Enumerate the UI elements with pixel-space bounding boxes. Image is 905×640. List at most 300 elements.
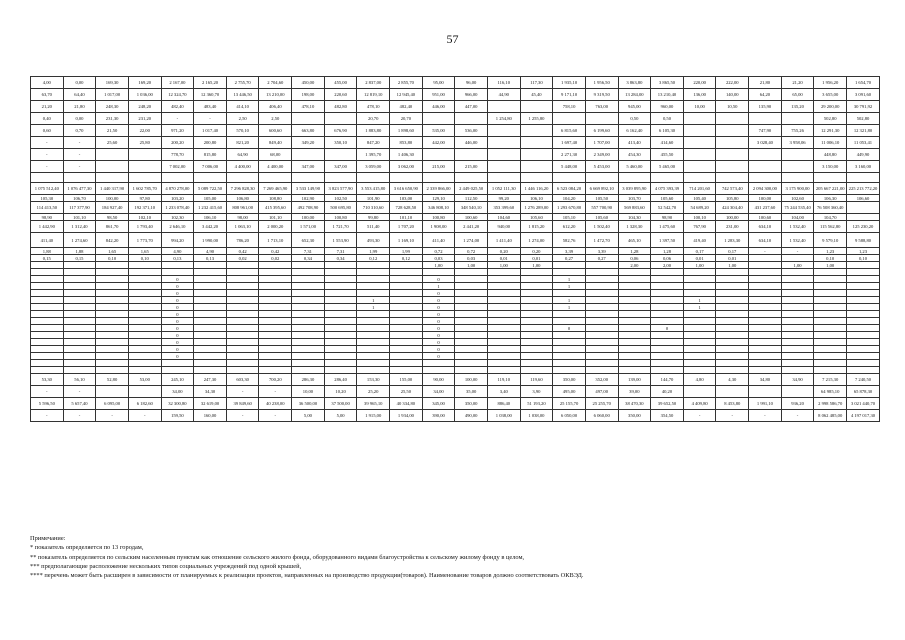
table-cell <box>390 173 423 183</box>
table-cell: 105,30 <box>31 195 64 202</box>
table-cell <box>618 332 651 339</box>
table-cell: 13 446,50 <box>226 89 259 101</box>
table-cell: 0 <box>161 346 194 353</box>
table-cell: 4,90 <box>161 248 194 255</box>
table-cell <box>487 283 520 290</box>
table-cell: 0 <box>161 276 194 283</box>
table-cell: 1,00 <box>520 262 553 269</box>
table-cell: 0,50 <box>651 113 684 125</box>
table-cell <box>390 276 423 283</box>
table-cell: 350,10 <box>324 137 357 149</box>
table-cell <box>618 353 651 360</box>
table-cell <box>683 125 716 137</box>
table-cell: 886,40 <box>487 398 520 410</box>
table-cell <box>63 269 96 276</box>
table-cell <box>847 318 880 325</box>
table-cell <box>63 297 96 304</box>
table-cell: 231,20 <box>128 113 161 125</box>
table-cell <box>487 149 520 161</box>
table-cell: 758,10 <box>553 101 586 113</box>
table-cell: 414,10 <box>226 101 259 113</box>
table-cell: 11 006,10 <box>814 137 847 149</box>
data-table-body <box>31 77 880 422</box>
table-cell <box>847 262 880 269</box>
table-cell: 39 849,60 <box>226 398 259 410</box>
table-cell <box>781 304 814 311</box>
table-cell <box>194 325 227 332</box>
table-cell <box>749 276 782 283</box>
table-cell <box>814 304 847 311</box>
table-cell <box>814 269 847 276</box>
table-cell <box>128 332 161 339</box>
table-cell <box>194 339 227 346</box>
table-cell: 2 167,00 <box>161 77 194 89</box>
table-cell: 1,00 <box>814 262 847 269</box>
table-cell <box>683 332 716 339</box>
table-cell: 1 169,10 <box>390 233 423 248</box>
table-row <box>31 195 880 202</box>
table-cell: 40,20 <box>651 386 684 398</box>
table-cell <box>128 311 161 318</box>
table-cell <box>651 353 684 360</box>
table-cell: 0 <box>161 353 194 360</box>
table-cell <box>683 318 716 325</box>
table-cell <box>618 318 651 325</box>
table-cell <box>63 311 96 318</box>
table-cell: 101,10 <box>259 214 292 221</box>
table-cell: 1,00 <box>455 262 488 269</box>
table-cell: 1 446 116,20 <box>520 183 553 195</box>
table-cell <box>716 386 749 398</box>
table-cell <box>520 161 553 173</box>
table-cell <box>226 276 259 283</box>
table-cell <box>585 297 618 304</box>
table-cell <box>357 276 390 283</box>
table-cell: 34,00 <box>161 386 194 398</box>
table-cell: 102,30 <box>161 214 194 221</box>
table-cell <box>585 290 618 297</box>
table-cell <box>96 269 129 276</box>
table-cell <box>31 360 64 367</box>
table-cell <box>357 360 390 367</box>
table-cell: 64,40 <box>63 89 96 101</box>
table-cell: 1 017,40 <box>194 125 227 137</box>
table-cell: 450,00 <box>292 77 325 89</box>
table-cell <box>585 173 618 183</box>
table-cell <box>292 149 325 161</box>
table-cell <box>161 360 194 367</box>
table-cell: 140,00 <box>716 89 749 101</box>
table-cell: 1,65 <box>96 248 129 255</box>
table-cell: 1 <box>422 283 455 290</box>
table-cell <box>716 113 749 125</box>
table-cell: 1 397,50 <box>651 233 684 248</box>
table-cell: 98,50 <box>96 214 129 221</box>
table-cell: 676,90 <box>324 125 357 137</box>
table-cell: 106,70 <box>63 195 96 202</box>
table-cell: 25 155,70 <box>553 398 586 410</box>
table-cell <box>553 262 586 269</box>
table-cell <box>781 283 814 290</box>
table-cell <box>161 173 194 183</box>
table-cell <box>259 332 292 339</box>
table-cell: 0,15 <box>31 255 64 262</box>
table-cell: 1 475,60 <box>651 221 684 233</box>
table-cell: 114 413,50 <box>31 202 64 214</box>
table-cell: 1 935,10 <box>553 77 586 89</box>
table-cell: 1 915,00 <box>357 410 390 422</box>
table-cell: 7 215,30 <box>814 374 847 386</box>
table-cell <box>683 113 716 125</box>
table-cell: 65,00 <box>781 89 814 101</box>
table-cell <box>390 311 423 318</box>
table-cell <box>161 367 194 374</box>
table-cell <box>585 339 618 346</box>
table-cell <box>585 346 618 353</box>
table-cell: - <box>63 410 96 422</box>
table-cell: 1 990,00 <box>194 233 227 248</box>
table-cell: 414,60 <box>651 137 684 149</box>
table-row <box>31 346 880 353</box>
table-cell: 36 500,00 <box>292 398 325 410</box>
table-cell <box>128 346 161 353</box>
table-cell: 3 175 900,00 <box>781 183 814 195</box>
table-cell <box>749 346 782 353</box>
table-row <box>31 113 880 125</box>
table-cell <box>651 290 684 297</box>
table-cell: 1,00 <box>487 262 520 269</box>
table-cell: 25 255,70 <box>585 398 618 410</box>
table-cell: 25,80 <box>128 137 161 149</box>
table-cell <box>194 318 227 325</box>
table-cell <box>487 325 520 332</box>
table-cell: 634,10 <box>749 233 782 248</box>
table-cell <box>128 386 161 398</box>
table-row <box>31 360 880 367</box>
table-cell: 2 755,70 <box>226 77 259 89</box>
table-cell: 0,06 <box>618 255 651 262</box>
table-cell <box>847 214 880 221</box>
table-cell <box>96 318 129 325</box>
table-cell: 215,00 <box>422 161 455 173</box>
table-cell: 2,50 <box>226 113 259 125</box>
table-cell <box>781 297 814 304</box>
table-cell: 1 654,70 <box>847 77 880 89</box>
table-cell: 1 293 670,80 <box>553 202 586 214</box>
table-cell <box>749 367 782 374</box>
table-cell: 5,00 <box>324 410 357 422</box>
table-cell <box>259 304 292 311</box>
table-cell: 112,50 <box>455 195 488 202</box>
table-cell <box>324 173 357 183</box>
table-cell: 7,31 <box>324 248 357 255</box>
table-cell <box>651 311 684 318</box>
table-cell: 100,00 <box>716 214 749 221</box>
table-cell: 582,76 <box>553 233 586 248</box>
table-cell: - <box>63 137 96 149</box>
table-cell <box>814 276 847 283</box>
table-cell: 102,60 <box>781 195 814 202</box>
table-cell: 1 <box>683 304 716 311</box>
table-cell: 2 441,20 <box>455 221 488 233</box>
table-cell: 1 052 111,30 <box>487 183 520 195</box>
table-cell <box>847 173 880 183</box>
table-cell <box>847 360 880 367</box>
table-cell: 3 533 149,90 <box>292 183 325 195</box>
table-cell: - <box>31 161 64 173</box>
table-cell <box>324 325 357 332</box>
table-cell <box>128 297 161 304</box>
table-cell: 346 808,10 <box>422 202 455 214</box>
table-cell: 6 669 892,10 <box>585 183 618 195</box>
table-cell <box>390 339 423 346</box>
table-cell <box>847 276 880 283</box>
table-cell: 21,80 <box>63 101 96 113</box>
table-cell: 100,10 <box>683 214 716 221</box>
table-cell: 971,20 <box>161 125 194 137</box>
table-cell: - <box>63 149 96 161</box>
table-cell: 700,20 <box>259 374 292 386</box>
table-cell: 511,40 <box>357 221 390 233</box>
table-cell <box>128 304 161 311</box>
table-cell: 3 442,20 <box>194 221 227 233</box>
table-cell <box>455 297 488 304</box>
table-cell <box>781 360 814 367</box>
table-cell <box>781 367 814 374</box>
table-cell: 105,00 <box>194 195 227 202</box>
table-cell: 4,80 <box>683 374 716 386</box>
table-cell: 966,00 <box>455 89 488 101</box>
table-cell <box>520 290 553 297</box>
table-cell: 0 <box>422 325 455 332</box>
table-cell: 1 036,00 <box>128 89 161 101</box>
table-cell <box>455 353 488 360</box>
table-row <box>31 353 880 360</box>
table-cell <box>324 276 357 283</box>
table-cell <box>63 346 96 353</box>
table-cell: 352,00 <box>585 374 618 386</box>
table-cell <box>324 318 357 325</box>
table-cell: 0 <box>161 339 194 346</box>
table-cell <box>683 386 716 398</box>
table-cell <box>618 173 651 183</box>
table-cell: 45,40 <box>520 89 553 101</box>
table-cell: 29 200,00 <box>814 101 847 113</box>
table-cell: 1 274,00 <box>520 233 553 248</box>
table-cell <box>553 353 586 360</box>
table-cell <box>716 339 749 346</box>
table-cell: 0 <box>422 304 455 311</box>
table-cell: 4 075 393,39 <box>651 183 684 195</box>
table-cell <box>357 339 390 346</box>
table-cell <box>683 325 716 332</box>
table-cell: 0 <box>422 297 455 304</box>
table-cell <box>683 161 716 173</box>
table-cell: 415 395,60 <box>259 202 292 214</box>
table-cell <box>814 318 847 325</box>
table-cell <box>716 297 749 304</box>
table-cell <box>226 325 259 332</box>
table-cell: 0,42 <box>259 248 292 255</box>
table-cell: 536,00 <box>455 125 488 137</box>
table-cell: 1,99 <box>357 248 390 255</box>
table-cell <box>455 283 488 290</box>
table-cell <box>749 360 782 367</box>
table-cell: 0,17 <box>716 248 749 255</box>
table-cell: 32 619,00 <box>194 398 227 410</box>
table-cell: 101,90 <box>357 195 390 202</box>
table-cell: 10,50 <box>716 101 749 113</box>
footnote-2: ** показатель определяется по сельским населенным пунктам как отношение сельского жилого фонда, оборудованного видами благоустройства к сельскому жилому фонду в целом, <box>30 553 525 561</box>
table-cell: 231,30 <box>96 113 129 125</box>
table-cell <box>683 353 716 360</box>
table-cell: 8 453,80 <box>716 398 749 410</box>
table-cell: 25,20 <box>357 386 390 398</box>
table-cell <box>31 367 64 374</box>
table-cell: 200,80 <box>194 137 227 149</box>
table-cell: 198,00 <box>292 89 325 101</box>
table-cell: 222,00 <box>716 77 749 89</box>
table-cell <box>749 290 782 297</box>
table-cell <box>161 269 194 276</box>
table-cell: 1,28 <box>618 248 651 255</box>
table-cell <box>651 332 684 339</box>
table-cell: 482,80 <box>324 101 357 113</box>
footnotes-heading: Примечание: <box>30 535 66 542</box>
table-cell: 6 162,40 <box>618 125 651 137</box>
table-cell: 231,00 <box>716 221 749 233</box>
table-cell: 12 321,80 <box>847 125 880 137</box>
table-cell <box>455 304 488 311</box>
table-cell <box>226 346 259 353</box>
table-cell <box>226 283 259 290</box>
table-cell: 2 094 300,00 <box>749 183 782 195</box>
table-cell: - <box>781 410 814 422</box>
table-cell <box>781 318 814 325</box>
table-cell: 482,40 <box>390 101 423 113</box>
table-cell <box>683 360 716 367</box>
table-cell: 853,80 <box>390 137 423 149</box>
table-cell <box>520 276 553 283</box>
table-cell: - <box>226 386 259 398</box>
table-cell <box>455 149 488 161</box>
table-cell <box>63 283 96 290</box>
table-cell <box>847 290 880 297</box>
table-cell <box>96 149 129 161</box>
table-cell: 1,00 <box>422 262 455 269</box>
table-cell: 21,20 <box>31 101 64 113</box>
table-cell: 1 908,00 <box>422 221 455 233</box>
table-cell <box>63 325 96 332</box>
table-cell <box>324 332 357 339</box>
table-cell: 502,80 <box>847 113 880 125</box>
table-cell <box>161 262 194 269</box>
table-cell: 184 927,40 <box>96 202 129 214</box>
table-cell: - <box>259 386 292 398</box>
table-cell <box>31 311 64 318</box>
table-cell <box>63 360 96 367</box>
table-cell <box>553 346 586 353</box>
table-cell: 448,80 <box>814 149 847 161</box>
table-cell <box>455 269 488 276</box>
table-cell <box>814 360 847 367</box>
table-cell: 492 708,90 <box>292 202 325 214</box>
table-cell: 0 <box>422 332 455 339</box>
table-cell: 0 <box>161 290 194 297</box>
table-cell: 455,00 <box>324 77 357 89</box>
table-cell <box>749 332 782 339</box>
table-cell: 3 150,00 <box>814 161 847 173</box>
table-cell: 6 060,00 <box>585 410 618 422</box>
table-cell: 2 349,00 <box>585 149 618 161</box>
table-cell <box>585 318 618 325</box>
table-cell <box>63 318 96 325</box>
table-cell: 449,90 <box>847 149 880 161</box>
table-cell <box>128 276 161 283</box>
table-cell <box>585 283 618 290</box>
table-cell <box>520 125 553 137</box>
table-cell: 603,30 <box>226 374 259 386</box>
table-cell: 205 667 221,00 <box>814 183 847 195</box>
table-cell: 1 274,60 <box>63 233 96 248</box>
table-cell <box>324 339 357 346</box>
table-cell: 482,40 <box>161 101 194 113</box>
table-cell: 945,00 <box>618 101 651 113</box>
table-cell <box>520 346 553 353</box>
table-cell <box>324 269 357 276</box>
table-cell <box>520 353 553 360</box>
table-cell: 570,10 <box>226 125 259 137</box>
table-cell <box>651 360 684 367</box>
table-cell: 0,13 <box>194 255 227 262</box>
table-cell: 100,00 <box>96 195 129 202</box>
table-cell <box>390 290 423 297</box>
table-cell: 7 240,50 <box>847 374 880 386</box>
table-cell <box>422 360 455 367</box>
table-cell <box>585 353 618 360</box>
table-cell: 100,80 <box>422 214 455 221</box>
table-cell: 39 965,10 <box>357 398 390 410</box>
table-cell: - <box>716 410 749 422</box>
table-cell: 3 865,50 <box>651 77 684 89</box>
table-cell: 30 791,92 <box>847 101 880 113</box>
table-cell: 9 171,10 <box>553 89 586 101</box>
table-cell <box>194 332 227 339</box>
table-cell <box>31 353 64 360</box>
table-cell <box>63 367 96 374</box>
table-cell <box>618 269 651 276</box>
table-cell: 106,30 <box>814 195 847 202</box>
table-cell <box>96 276 129 283</box>
table-cell <box>194 304 227 311</box>
table-cell: 0,10 <box>814 255 847 262</box>
table-cell <box>749 311 782 318</box>
table-cell: 10,00 <box>683 101 716 113</box>
table-row <box>31 410 880 422</box>
table-cell <box>259 339 292 346</box>
table-cell <box>194 346 227 353</box>
table-cell <box>520 325 553 332</box>
table-cell <box>96 161 129 173</box>
table-cell: 4 400,00 <box>226 161 259 173</box>
table-cell <box>357 332 390 339</box>
table-cell: 2 855,70 <box>390 77 423 89</box>
table-cell: 99,80 <box>357 214 390 221</box>
table-cell: 1 721,70 <box>324 221 357 233</box>
table-cell <box>487 297 520 304</box>
table-cell: 247,30 <box>194 374 227 386</box>
table-cell: 0,12 <box>390 255 423 262</box>
